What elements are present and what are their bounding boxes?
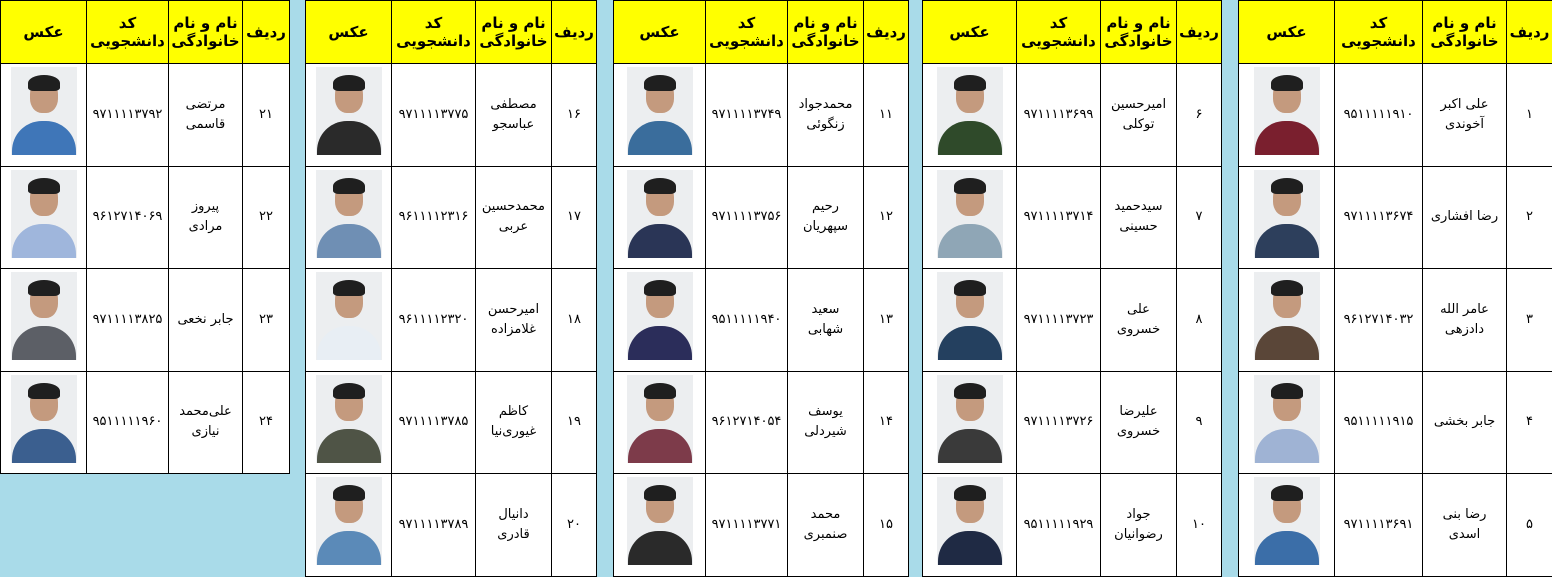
student-code: ۹۵۱۱۱۱۱۹۱۵ bbox=[1335, 371, 1423, 474]
table-row bbox=[306, 474, 597, 577]
student-code: ۹۶۱۲۷۱۴۰۳۲ bbox=[1335, 269, 1423, 372]
student-code: ۹۶۱۲۷۱۴۰۵۴ bbox=[706, 371, 788, 474]
student-code: ۹۷۱۱۱۱۳۸۲۵ bbox=[87, 269, 169, 372]
student-code: ۹۵۱۱۱۱۱۹۲۹ bbox=[1017, 474, 1101, 577]
student-code: ۹۷۱۱۱۱۳۶۷۴ bbox=[1335, 166, 1423, 269]
table-row bbox=[1239, 371, 1552, 474]
header-row-number: ردیف bbox=[1177, 1, 1222, 64]
student-code: ۹۷۱۱۱۱۳۷۸۹ bbox=[392, 474, 476, 577]
row-number: ۱۷ bbox=[552, 166, 597, 269]
student-name: جابر نخعی bbox=[169, 269, 243, 372]
header-row bbox=[923, 1, 1222, 64]
student-photo bbox=[316, 67, 382, 155]
row-number: ۱۵ bbox=[864, 474, 909, 577]
student-table bbox=[1238, 0, 1552, 577]
student-name: کاظم غیوری‌نیا bbox=[476, 371, 552, 474]
student-table-5 bbox=[0, 0, 290, 474]
student-name: مصطفی عباسجو bbox=[476, 64, 552, 167]
row-number: ۵ bbox=[1507, 474, 1552, 577]
header-name: نام و نام خانوادگی bbox=[169, 1, 243, 64]
photo-cell bbox=[614, 64, 706, 167]
student-photo bbox=[11, 67, 77, 155]
table-row bbox=[923, 269, 1222, 372]
student-photo bbox=[316, 272, 382, 360]
table-row bbox=[1239, 166, 1552, 269]
table-row bbox=[614, 269, 909, 372]
header-student-code: کد دانشجویی bbox=[392, 1, 476, 64]
student-photo bbox=[1254, 170, 1320, 258]
row-number: ۲۳ bbox=[243, 269, 290, 372]
student-name: سیدحمید حسینی bbox=[1101, 166, 1177, 269]
row-number: ۱۸ bbox=[552, 269, 597, 372]
student-code: ۹۷۱۱۱۱۳۷۵۶ bbox=[706, 166, 788, 269]
row-number: ۴ bbox=[1507, 371, 1552, 474]
student-photo bbox=[316, 477, 382, 565]
student-photo bbox=[1254, 272, 1320, 360]
student-code: ۹۶۱۱۱۱۲۳۲۰ bbox=[392, 269, 476, 372]
table-row bbox=[614, 474, 909, 577]
photo-cell bbox=[923, 64, 1017, 167]
student-photo bbox=[11, 272, 77, 360]
header-name: نام و نام خانوادگی bbox=[476, 1, 552, 64]
photo-cell bbox=[614, 371, 706, 474]
student-photo bbox=[937, 272, 1003, 360]
student-code: ۹۷۱۱۱۱۳۷۱۴ bbox=[1017, 166, 1101, 269]
row-number: ۱۲ bbox=[864, 166, 909, 269]
student-photo bbox=[316, 170, 382, 258]
photo-cell bbox=[923, 371, 1017, 474]
student-code: ۹۶۱۲۷۱۴۰۶۹ bbox=[87, 166, 169, 269]
student-name: عامر الله دادزهی bbox=[1423, 269, 1507, 372]
photo-cell bbox=[1239, 269, 1335, 372]
row-number: ۷ bbox=[1177, 166, 1222, 269]
student-code: ۹۷۱۱۱۱۳۷۴۹ bbox=[706, 64, 788, 167]
header-name: نام و نام خانوادگی bbox=[1423, 1, 1507, 64]
student-table bbox=[922, 0, 1222, 577]
row-number: ۶ bbox=[1177, 64, 1222, 167]
table-row bbox=[1239, 474, 1552, 577]
student-photo bbox=[627, 67, 693, 155]
table-row bbox=[306, 166, 597, 269]
student-name: رضا بنی اسدی bbox=[1423, 474, 1507, 577]
student-photo bbox=[316, 375, 382, 463]
student-name: علی اکبر آخوندی bbox=[1423, 64, 1507, 167]
photo-cell bbox=[306, 166, 392, 269]
student-table bbox=[305, 0, 597, 577]
header-row-number: ردیف bbox=[552, 1, 597, 64]
student-name: رضا افشاری bbox=[1423, 166, 1507, 269]
photo-cell bbox=[614, 474, 706, 577]
header-student-code: کد دانشجویی bbox=[706, 1, 788, 64]
photo-cell bbox=[306, 474, 392, 577]
student-name: سعید شهابی bbox=[788, 269, 864, 372]
student-photo bbox=[627, 272, 693, 360]
student-photo bbox=[11, 170, 77, 258]
row-number: ۲۱ bbox=[243, 64, 290, 167]
student-photo bbox=[627, 477, 693, 565]
table-row bbox=[614, 64, 909, 167]
student-code: ۹۷۱۱۱۱۳۷۲۳ bbox=[1017, 269, 1101, 372]
table-row bbox=[614, 166, 909, 269]
header-row bbox=[1239, 1, 1552, 64]
table-row bbox=[1239, 64, 1552, 167]
student-name: جابر بخشی bbox=[1423, 371, 1507, 474]
student-code: ۹۷۱۱۱۱۳۷۹۲ bbox=[87, 64, 169, 167]
student-name: علی‌محمد نیازی bbox=[169, 371, 243, 474]
student-name: یوسف شیردلی bbox=[788, 371, 864, 474]
header-student-code: کد دانشجویی bbox=[1017, 1, 1101, 64]
student-name: علی خسروی bbox=[1101, 269, 1177, 372]
student-code: ۹۷۱۱۱۱۳۶۹۹ bbox=[1017, 64, 1101, 167]
student-name: رحیم سپهریان bbox=[788, 166, 864, 269]
table-row bbox=[1239, 269, 1552, 372]
photo-cell bbox=[1239, 371, 1335, 474]
header-photo: عکس bbox=[923, 1, 1017, 64]
student-table-2 bbox=[922, 0, 1222, 577]
student-code: ۹۷۱۱۱۱۳۷۷۱ bbox=[706, 474, 788, 577]
photo-cell bbox=[1, 371, 87, 474]
table-row bbox=[923, 474, 1222, 577]
student-photo bbox=[937, 375, 1003, 463]
row-number: ۱ bbox=[1507, 64, 1552, 167]
table-row bbox=[1, 166, 290, 269]
photo-cell bbox=[1, 64, 87, 167]
student-name: محمدجواد زنگوئی bbox=[788, 64, 864, 167]
row-number: ۲۴ bbox=[243, 371, 290, 474]
header-row-number: ردیف bbox=[864, 1, 909, 64]
student-code: ۹۷۱۱۱۱۳۷۸۵ bbox=[392, 371, 476, 474]
header-name: نام و نام خانوادگی bbox=[1101, 1, 1177, 64]
header-row-number: ردیف bbox=[243, 1, 290, 64]
table-row bbox=[1, 371, 290, 474]
student-name: جواد رضوانیان bbox=[1101, 474, 1177, 577]
table-row bbox=[1, 64, 290, 167]
table-row bbox=[923, 166, 1222, 269]
header-photo: عکس bbox=[1, 1, 87, 64]
table-row bbox=[306, 64, 597, 167]
photo-cell bbox=[306, 371, 392, 474]
header-row bbox=[1, 1, 290, 64]
row-number: ۱۶ bbox=[552, 64, 597, 167]
row-number: ۲۲ bbox=[243, 166, 290, 269]
header-photo: عکس bbox=[614, 1, 706, 64]
table-row bbox=[306, 269, 597, 372]
header-student-code: کد دانشجویی bbox=[1335, 1, 1423, 64]
student-table-3 bbox=[613, 0, 909, 577]
student-name: پیروز مرادی bbox=[169, 166, 243, 269]
row-number: ۱۱ bbox=[864, 64, 909, 167]
student-name: علیرضا خسروی bbox=[1101, 371, 1177, 474]
student-photo bbox=[1254, 477, 1320, 565]
student-name: مرتضی قاسمی bbox=[169, 64, 243, 167]
photo-cell bbox=[1, 269, 87, 372]
student-name: محمد صنمبری bbox=[788, 474, 864, 577]
student-table-1 bbox=[1238, 0, 1552, 577]
student-name: محمدحسین عربی bbox=[476, 166, 552, 269]
student-code: ۹۷۱۱۱۱۳۷۲۶ bbox=[1017, 371, 1101, 474]
photo-cell bbox=[1, 166, 87, 269]
photo-cell bbox=[923, 474, 1017, 577]
row-number: ۱۰ bbox=[1177, 474, 1222, 577]
student-name: امیرحسن غلامزاده bbox=[476, 269, 552, 372]
table-row bbox=[1, 269, 290, 372]
photo-cell bbox=[306, 269, 392, 372]
row-number: ۱۴ bbox=[864, 371, 909, 474]
student-photo bbox=[937, 170, 1003, 258]
header-row-number: ردیف bbox=[1507, 1, 1552, 64]
header-row bbox=[614, 1, 909, 64]
student-table bbox=[0, 0, 290, 474]
photo-cell bbox=[1239, 64, 1335, 167]
header-photo: عکس bbox=[306, 1, 392, 64]
student-code: ۹۵۱۱۱۱۱۹۶۰ bbox=[87, 371, 169, 474]
student-code: ۹۵۱۱۱۱۱۹۱۰ bbox=[1335, 64, 1423, 167]
student-code: ۹۶۱۱۱۱۲۳۱۶ bbox=[392, 166, 476, 269]
student-photo bbox=[1254, 67, 1320, 155]
student-photo bbox=[11, 375, 77, 463]
photo-cell bbox=[614, 166, 706, 269]
row-number: ۲۰ bbox=[552, 474, 597, 577]
table-row bbox=[923, 371, 1222, 474]
photo-cell bbox=[923, 269, 1017, 372]
row-number: ۹ bbox=[1177, 371, 1222, 474]
student-photo bbox=[937, 477, 1003, 565]
table-row bbox=[614, 371, 909, 474]
header-photo: عکس bbox=[1239, 1, 1335, 64]
table-row bbox=[306, 371, 597, 474]
photo-cell bbox=[1239, 166, 1335, 269]
student-name: امیرحسین توکلی bbox=[1101, 64, 1177, 167]
student-photo bbox=[1254, 375, 1320, 463]
student-code: ۹۷۱۱۱۱۳۶۹۱ bbox=[1335, 474, 1423, 577]
photo-cell bbox=[306, 64, 392, 167]
student-photo bbox=[627, 375, 693, 463]
student-code: ۹۵۱۱۱۱۱۹۴۰ bbox=[706, 269, 788, 372]
photo-cell bbox=[614, 269, 706, 372]
photo-cell bbox=[1239, 474, 1335, 577]
student-code: ۹۷۱۱۱۱۳۷۷۵ bbox=[392, 64, 476, 167]
row-number: ۸ bbox=[1177, 269, 1222, 372]
row-number: ۲ bbox=[1507, 166, 1552, 269]
student-photo bbox=[627, 170, 693, 258]
student-table-4 bbox=[305, 0, 597, 577]
photo-cell bbox=[923, 166, 1017, 269]
header-name: نام و نام خانوادگی bbox=[788, 1, 864, 64]
student-name: دانیال قادری bbox=[476, 474, 552, 577]
header-row bbox=[306, 1, 597, 64]
header-student-code: کد دانشجویی bbox=[87, 1, 169, 64]
row-number: ۱۳ bbox=[864, 269, 909, 372]
student-table bbox=[613, 0, 909, 577]
row-number: ۳ bbox=[1507, 269, 1552, 372]
table-row bbox=[923, 64, 1222, 167]
student-photo bbox=[937, 67, 1003, 155]
row-number: ۱۹ bbox=[552, 371, 597, 474]
